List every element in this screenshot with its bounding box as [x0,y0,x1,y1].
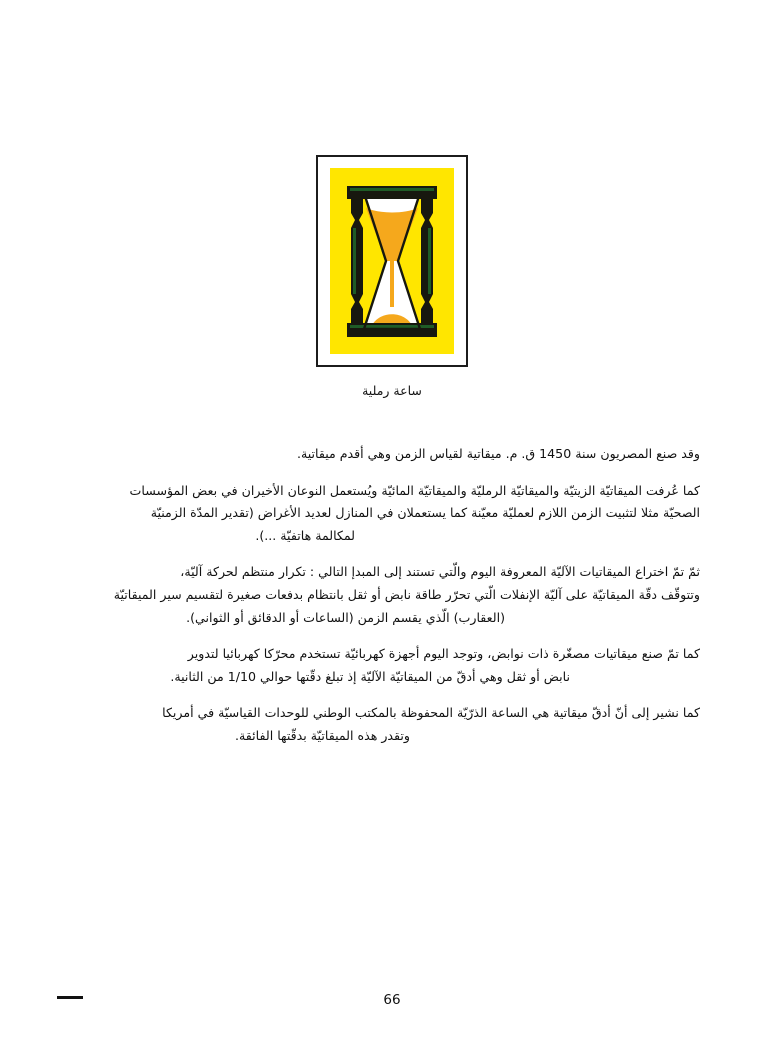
paragraph-3 [84,561,700,629]
text-line: نابض أو ثقل وهي أدقّ من الميقاتيّة الآليّة إذ تبلغ دقّتها حوالي 1/10 من الثانية. [170,668,570,684]
text-line: كما عُرفت الميقاتيّة الزيتيّة والميقاتيّة الرمليّة والميقاتيّة المائيّة ويُستعمل النوعان الأخيران في بعض المؤسسات [129,482,700,498]
text-line: وتقدر هذه الميقاتيّة بدقّتها الفائقة. [235,727,410,743]
text-line: كما نشير إلى أنّ أدقّ ميقاتية هي الساعة الذرّيّة المحفوظة بالمكتب الوطني للوحدات القياسيّة في أمريكا [162,705,700,721]
paragraph-1 [84,443,700,466]
page-number: 66 [383,992,401,1008]
figure-frame [316,155,468,367]
text-line: لمكالمة هاتفيّة ...). [255,527,355,543]
figure-block [0,155,784,398]
text-line: ثمّ تمّ اختراع الميقاتيات الآليّة المعروفة اليوم والّتي تستند إلى المبدإ التالي : تكرار منتظم لحركة آليّة، [180,564,700,580]
text-line: وقد صنع المصريون سنة 1450 ق. م. ميقاتية لقياس الزمن وهي أقدم ميقاتية. [296,446,700,461]
article-body [84,443,700,749]
text-line: وتتوقّف دقّة الميقاتيّة على آليّة الإنفلات الّتي تحرّر طاقة نابض أو ثقل بانتظام بدفعات صغيرة لتقسيم سير الميقاتيّة [113,586,700,602]
figure-caption: ساعة رملية [362,383,422,398]
hourglass-illustration [330,168,454,354]
paragraph-5 [84,702,700,747]
text-line: كما تمّ صنع ميقاتيات مصغّرة ذات نوابض، وتوجد اليوم أجهزة كهربائيّة تستخدم محرّكا كهربائيا لتدوير [187,646,700,662]
paragraph-4 [84,643,700,688]
paragraph-2 [84,480,700,548]
text-line: الصحيّة مثلا لتثبيت الزمن اللازم لعمليّة معيّنة كما يستعملان في المنازل لعديد الأغراض (تقدير المدّة الزمنيّة [150,505,700,521]
text-line: (العقارب) الّذي يقسم الزمن (الساعات أو الدقائق أو الثواني). [186,609,505,625]
